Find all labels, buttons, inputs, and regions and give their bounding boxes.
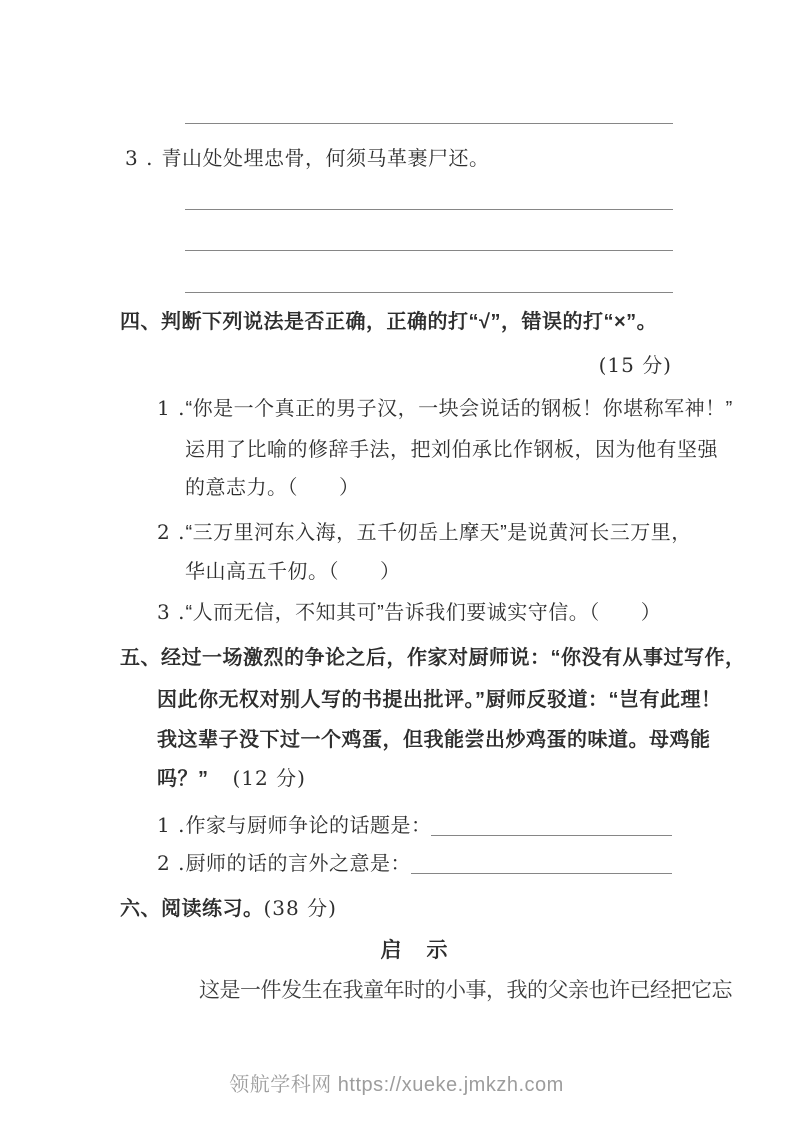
- answer-blank-line: [185, 209, 673, 210]
- answer-blank-line: [431, 835, 672, 836]
- sub-question-1: [157, 812, 672, 840]
- section-6-score: (38 分): [263, 896, 337, 920]
- section-5-score: (12 分): [232, 766, 306, 790]
- judge-item-2-line-1: [157, 519, 692, 547]
- heading-text: 六、阅读练习。: [120, 898, 264, 920]
- section-5-line-4: [157, 765, 306, 793]
- judge-item-2-line-2: 华山高五千仞。（ ）: [185, 561, 401, 583]
- judge-item-3-line-1: [157, 599, 661, 627]
- label-text: 厨师的话的言外之意是：: [185, 853, 411, 875]
- section-4-heading: 四、判断下列说法是否正确，正确的打“√”，错误的打“×”。: [120, 311, 658, 333]
- judge-item-1-line-1: [157, 395, 733, 423]
- sub-question-2: [157, 850, 672, 878]
- section-5-line-3: 我这辈子没下过一个鸡蛋，但我能尝出炒鸡蛋的味道。母鸡能: [157, 729, 711, 751]
- item-text: “三万里河东入海，五千仞岳上摩天”是说黄河长三万里，: [185, 522, 692, 544]
- reading-passage-title: 启 示: [380, 939, 450, 962]
- item-number: 2 .: [157, 520, 186, 544]
- sub-question-1-label: [157, 812, 431, 840]
- label-text: 作家与厨师争论的话题是：: [185, 815, 432, 837]
- item-number: 3 .: [157, 600, 186, 624]
- sentence-item-3: [125, 145, 489, 173]
- item-number: 2 .: [157, 851, 186, 875]
- section-5-heading: 五、经过一场激烈的争论之后，作家对厨师说：“你没有从事过写作，: [120, 647, 746, 669]
- answer-blank-line: [411, 873, 672, 874]
- section-5-line-2: 因此你无权对别人写的书提出批评。”厨师反驳道：“岂有此理！: [157, 689, 722, 711]
- section-4-score: (15 分): [598, 353, 672, 377]
- answer-blank-line: [185, 123, 673, 124]
- site-watermark: 领航学科网 https://xueke.jmkzh.com: [229, 1074, 564, 1096]
- answer-blank-line: [185, 250, 673, 251]
- answer-blank-line: [185, 292, 673, 293]
- judge-item-1-line-2: 运用了比喻的修辞手法，把刘伯承比作钢板，因为他有坚强: [185, 439, 718, 461]
- item-text: “你是一个真正的男子汉，一块会说话的钢板！你堪称军神！”: [185, 398, 733, 420]
- item-number: 3 .: [125, 146, 154, 170]
- item-number: 1 .: [157, 396, 186, 420]
- reading-passage-line-1: 这是一件发生在我童年时的小事，我的父亲也许已经把它忘: [199, 978, 732, 1002]
- item-text: 青山处处埋忠骨，何须马革裹尸还。: [161, 148, 490, 170]
- section-6-heading: [120, 895, 337, 923]
- judge-item-1-line-3: 的意志力。（ ）: [185, 477, 360, 499]
- sub-question-2-label: [157, 850, 411, 878]
- line-text: 吗？”: [157, 768, 209, 790]
- item-number: 1 .: [157, 813, 186, 837]
- item-text: “人而无信，不知其可”告诉我们要诚实守信。（ ）: [185, 602, 662, 624]
